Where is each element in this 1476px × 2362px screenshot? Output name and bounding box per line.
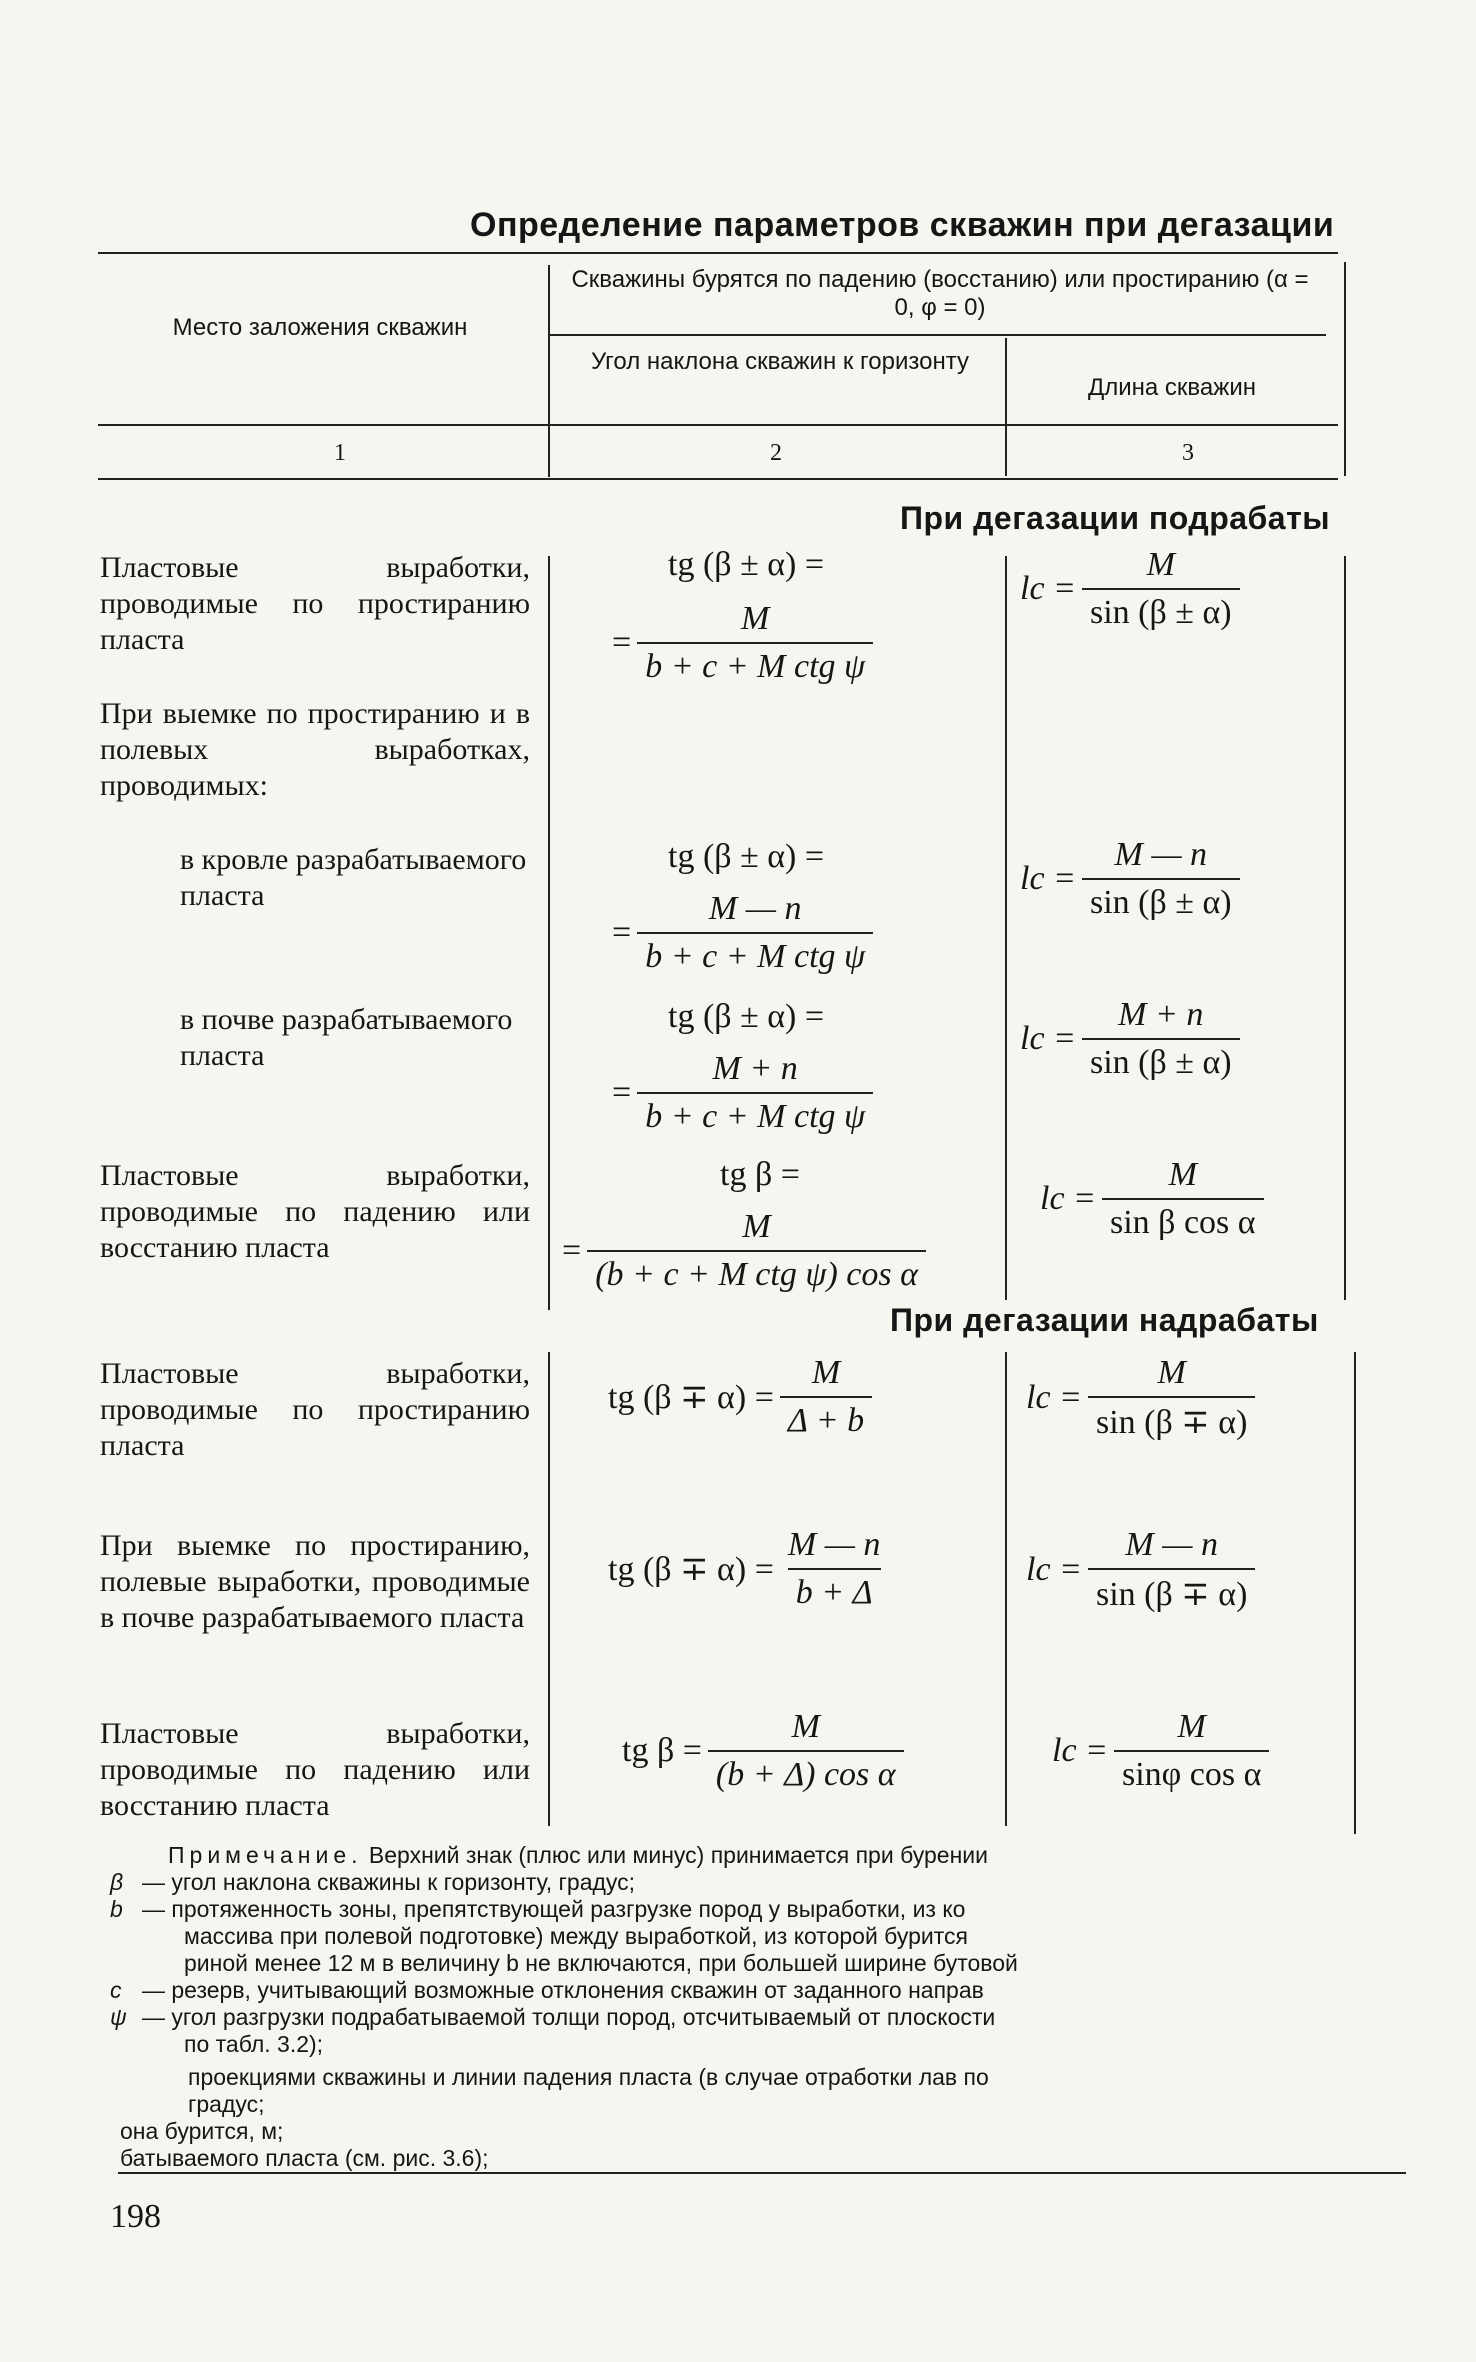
note-prefix: Примечание. [168, 1842, 363, 1868]
note-line-c: батываемого пласта (см. рис. 3.6); [120, 2145, 489, 2171]
length-formula-7-fraction [1114, 1708, 1269, 1794]
length-formula-1-denominator: sin (β ± α) [1082, 588, 1240, 632]
table-title: Определение параметров скважин при дегазации [470, 206, 1335, 244]
length-formula-5 [1026, 1354, 1261, 1442]
length-formula-4-fraction [1102, 1156, 1264, 1242]
angle-formula-2-top: tg (β ± α) = [668, 838, 825, 875]
length-formula-4-denominator: sin β cos α [1102, 1198, 1264, 1242]
length-formula-2-lhs: lc = [1020, 860, 1076, 897]
rule-body-col1-s2 [548, 1352, 550, 1826]
angle-formula-2-eq: = [612, 914, 632, 951]
length-formula-6-lhs: lc = [1026, 1551, 1082, 1588]
note-beta-text: — угол наклона скважины к горизонту, градус; [142, 1869, 636, 1895]
rule-body-right-s1 [1344, 556, 1346, 1300]
length-formula-3 [1020, 996, 1246, 1082]
note-line-0 [168, 1842, 1354, 1869]
length-formula-7-denominator: sinφ cos α [1114, 1750, 1269, 1794]
page-number: 198 [110, 2198, 161, 2235]
angle-formula-7-numerator: M [791, 1708, 820, 1745]
length-formula-3-numerator: M + n [1118, 996, 1204, 1033]
length-formula-6-numerator: M — n [1125, 1526, 1218, 1563]
angle-formula-4 [562, 1208, 932, 1294]
note-psi-text-2: по табл. 3.2); [184, 2031, 324, 2057]
length-formula-5-denominator: sin (β ∓ α) [1088, 1396, 1255, 1442]
angle-formula-1-fraction [637, 600, 873, 686]
place-row-1: Пластовые выработки, проводимые по простиранию пласта [100, 551, 530, 656]
length-formula-3-denominator: sin (β ± α) [1082, 1038, 1240, 1082]
angle-formula-5 [608, 1354, 878, 1440]
angle-formula-6-numerator: M — n [787, 1526, 881, 1563]
rule-colnum-bottom [98, 478, 1338, 480]
angle-formula-1-eq: = [612, 624, 632, 661]
place-row-2-roof: в кровле разрабатываемого пласта [180, 843, 527, 912]
header-length: Длина скважин [1088, 374, 1256, 401]
angle-formula-5-fraction [780, 1354, 872, 1440]
column-number-3: 3 [1182, 440, 1194, 466]
angle-formula-6-denominator: b + Δ [788, 1568, 881, 1612]
header-place: Место заложения скважин [172, 314, 468, 341]
angle-formula-4-numerator: M [742, 1208, 771, 1245]
length-formula-4-numerator: M [1168, 1156, 1197, 1193]
rule-top [98, 252, 1338, 254]
note-line-a-2: градус; [188, 2091, 265, 2117]
rule-body-col2-s1 [1005, 556, 1007, 1300]
angle-formula-2-numerator: M — n [708, 890, 802, 927]
column-number-1: 1 [334, 440, 346, 466]
angle-formula-2-fraction [637, 890, 873, 976]
angle-formula-1 [612, 600, 879, 686]
note-line-b: она бурится, м; [120, 2118, 284, 2144]
rule-body-right-s2 [1354, 1352, 1356, 1834]
length-formula-7-numerator: M [1177, 1708, 1206, 1745]
angle-formula-2-denominator: b + c + M ctg ψ [637, 932, 873, 976]
angle-formula-3-top: tg (β ± α) = [668, 998, 825, 1035]
angle-formula-3-numerator: M + n [712, 1050, 798, 1087]
note-psi-symbol: ψ [110, 2004, 127, 2030]
angle-formula-5-denominator: Δ + b [780, 1396, 872, 1440]
rule-right-header [1344, 262, 1346, 476]
header-drilling-group: Скважины бурятся по падению (восстанию) или простиранию (α = 0, φ = 0) [571, 266, 1309, 321]
angle-formula-6 [608, 1526, 894, 1612]
angle-formula-3-fraction [637, 1050, 873, 1136]
header-angle: Угол наклона скважин к горизонту [591, 348, 969, 375]
length-formula-4-lhs: lc = [1040, 1180, 1096, 1217]
angle-formula-7-denominator: (b + Δ) cos α [708, 1750, 904, 1794]
length-formula-2-denominator: sin (β ± α) [1082, 878, 1240, 922]
angle-formula-1-numerator: M [741, 600, 770, 637]
length-formula-5-fraction [1088, 1354, 1255, 1442]
length-formula-7 [1052, 1708, 1275, 1794]
rule-body-col1-s1 [548, 556, 550, 1310]
angle-formula-6-lhs: tg (β ∓ α) = [608, 1551, 774, 1588]
length-formula-6-denominator: sin (β ∓ α) [1088, 1568, 1255, 1614]
note-b-text-3: риной менее 12 м в величину b не включаются, при большей ширине бутовой [184, 1950, 1018, 1976]
length-formula-4 [1040, 1156, 1270, 1242]
note-b-text: — протяженность зоны, препятствующей разгрузке пород у выработки, из ко [142, 1896, 966, 1922]
angle-formula-1-denominator: b + c + M ctg ψ [637, 642, 873, 686]
place-row-4: Пластовые выработки, проводимые по падению или восстанию пласта [100, 1159, 530, 1264]
note-c-symbol: c [110, 1977, 122, 2003]
angle-formula-6-fraction [780, 1526, 889, 1612]
length-formula-3-fraction [1082, 996, 1240, 1082]
note-c-text: — резерв, учитывающий возможные отклонения скважин от заданного направ [142, 1977, 984, 2003]
place-row-5: Пластовые выработки, проводимые по простиранию пласта [100, 1357, 530, 1462]
place-row-6: При выемке по простиранию, полевые выработки, проводимые в почве разрабатываемого пласта [100, 1529, 530, 1634]
angle-formula-3 [612, 1050, 879, 1136]
length-formula-7-lhs: lc = [1052, 1732, 1108, 1769]
angle-formula-7 [622, 1708, 910, 1794]
rule-col1-col2 [548, 265, 550, 477]
length-formula-2-numerator: M — n [1114, 836, 1208, 873]
length-formula-2 [1020, 836, 1246, 922]
note-psi-text: — угол разгрузки подрабатываемой толщи пород, отсчитываемый от плоскости [142, 2004, 996, 2030]
place-row-2: При выемке по простиранию и в полевых выработках, проводимых: [100, 697, 530, 802]
angle-formula-1-top: tg (β ± α) = [668, 546, 825, 583]
angle-formula-4-denominator: (b + c + M ctg ψ) cos α [587, 1250, 926, 1294]
column-number-2: 2 [770, 440, 782, 466]
rule-group-bottom [548, 334, 1326, 336]
place-row-3-floor: в почве разрабатываемого пласта [180, 1003, 513, 1072]
length-formula-1-lhs: lc = [1020, 570, 1076, 607]
angle-formula-5-numerator: M [811, 1354, 841, 1391]
length-formula-6 [1026, 1526, 1261, 1614]
note-line-a: проекциями скважины и линии падения пласта (в случае отработки лав по [188, 2064, 989, 2090]
note-b-text-2: массива при полевой подготовке) между выработкой, из которой бурится [184, 1923, 968, 1949]
angle-formula-5-lhs: tg (β ∓ α) = [608, 1379, 774, 1416]
length-formula-5-numerator: M [1157, 1354, 1186, 1391]
section-overmining-title: При дегазации надрабаты [890, 1302, 1319, 1338]
note-line-0-text: Верхний знак (плюс или минус) принимается при бурении [368, 1842, 988, 1868]
angle-formula-7-lhs: tg β = [622, 1732, 702, 1769]
place-row-7: Пластовые выработки, проводимые по падению или восстанию пласта [100, 1717, 530, 1822]
note-beta-symbol: β [110, 1869, 124, 1895]
angle-formula-4-top: tg β = [720, 1156, 800, 1193]
rule-body-col2-s2 [1005, 1352, 1007, 1826]
rule-header-bottom [98, 424, 1338, 426]
length-formula-1-fraction [1082, 546, 1240, 632]
length-formula-1 [1020, 546, 1246, 632]
rule-col2-col3 [1005, 338, 1007, 476]
angle-formula-4-eq: = [562, 1232, 582, 1269]
angle-formula-7-fraction [708, 1708, 904, 1794]
length-formula-5-lhs: lc = [1026, 1379, 1082, 1416]
angle-formula-3-eq: = [612, 1074, 632, 1111]
angle-formula-3-denominator: b + c + M ctg ψ [637, 1092, 873, 1136]
length-formula-2-fraction [1082, 836, 1240, 922]
length-formula-1-numerator: M [1146, 546, 1175, 583]
length-formula-3-lhs: lc = [1020, 1020, 1076, 1057]
angle-formula-2 [612, 890, 879, 976]
note-b-symbol: b [110, 1896, 123, 1922]
length-formula-6-fraction [1088, 1526, 1255, 1614]
angle-formula-4-fraction [587, 1208, 926, 1294]
section-undermining-title: При дегазации подрабаты [900, 500, 1331, 536]
rule-footnote-bottom [118, 2172, 1406, 2174]
